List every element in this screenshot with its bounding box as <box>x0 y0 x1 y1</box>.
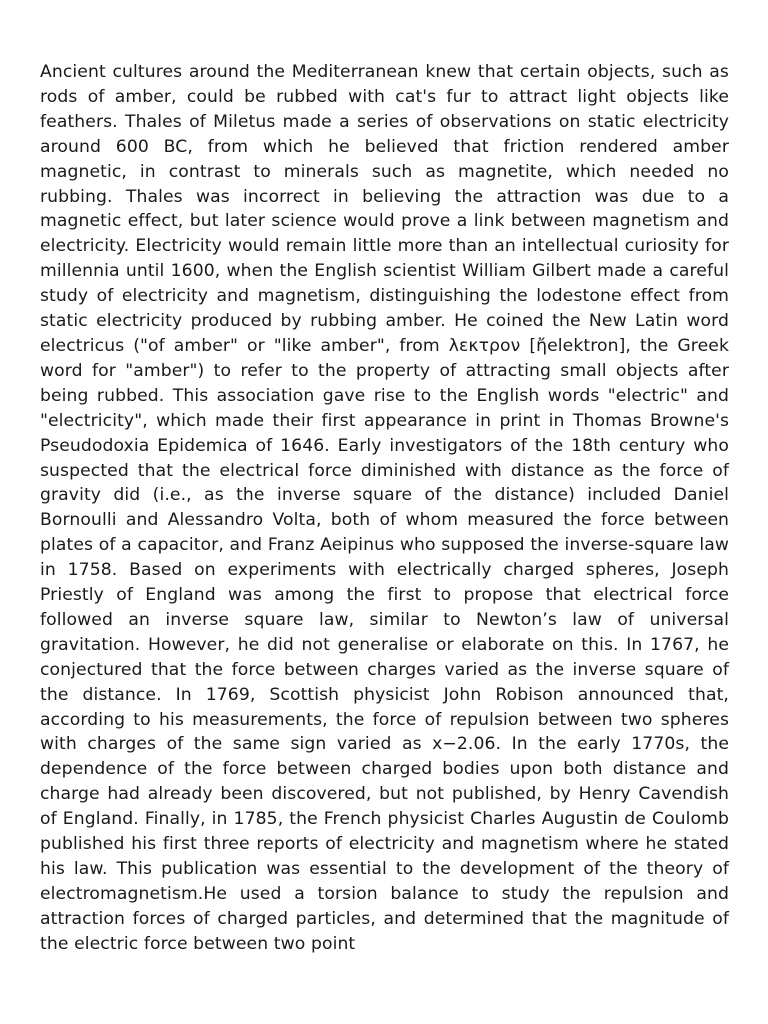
document-page <box>40 60 729 957</box>
body-paragraph: Ancient cultures around the Mediterranean knew that certain objects, such as rods of amber, could be rubbed with cat's fur to attract light objects like feathers. Thales of Miletus made a series of observations on static electricity around 600 BC, from which he believed that friction rendered amber magnetic, in contrast to minerals such as magnetite, which needed no rubbing. Thales was incorrect in believing the attraction was due to a magnetic effect, but later science would prove a link between magnetism and electricity. Electricity would remain little more than an intellectual curiosity for millennia until 1600, when the English scientist William Gilbert made a careful study of electricity and magnetism, distinguishing the lodestone effect from static electricity produced by rubbing amber. He coined the New Latin word electricus ("of amber" or "like amber", from λεκτρον [ἤelektron], the Greek word for "amber") to refer to the property of attracting small objects after being rubbed. This association gave rise to the English words "electric" and "electricity", which made their first appearance in print in Thomas Browne's Pseudodoxia Epidemica of 1646. Early investigators of the 18th century who suspected that the electrical force diminished with distance as the force of gravity did (i.e., as the inverse square of the distance) included Daniel Bornoulli and Alessandro Volta, both of whom measured the force between plates of a capacitor, and Franz Aeipinus who supposed the inverse-square law in 1758. Based on experiments with electrically charged spheres, Joseph Priestly of England was among the first to propose that electrical force followed an inverse square law, similar to Newton’s law of universal gravitation. However, he did not generalise or elaborate on this. In 1767, he conjectured that the force between charges varied as the inverse square of the distance. In 1769, Scottish physicist John Robison announced that, according to his measurements, the force of repulsion between two spheres with charges of the same sign varied as x−2.06. In the early 1770s, the dependence of the force between charged bodies upon both distance and charge had already been discovered, but not published, by Henry Cavendish of England. Finally, in 1785, the French physicist Charles Augustin de Coulomb published his first three reports of electricity and magnetism where he stated his law. This publication was essential to the development of the theory of electromagnetism.He used a torsion balance to study the repulsion and attraction forces of charged particles, and determined that the magnitude of the electric force between two point <box>40 62 729 954</box>
